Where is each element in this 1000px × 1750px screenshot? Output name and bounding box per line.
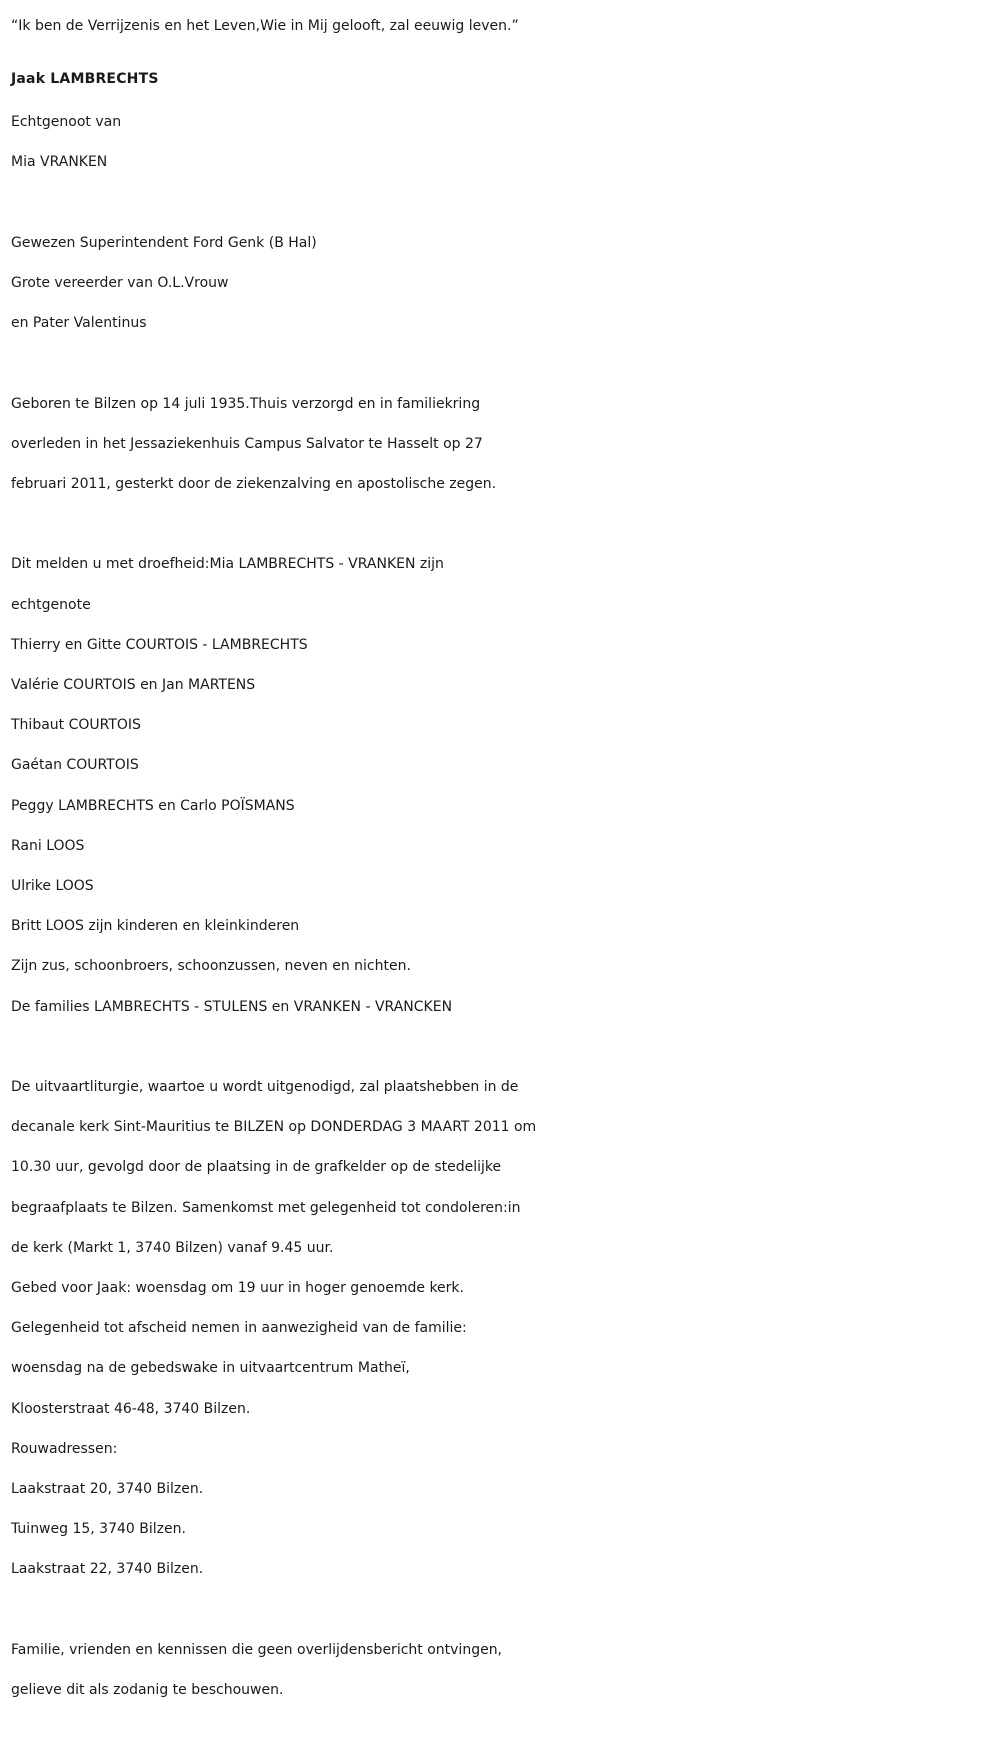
birth-death-line: februari 2011, gesterkt door de ziekenzalving en apostolische zegen. [11, 476, 497, 492]
family-line: Zijn zus, schoonbroers, schoonzussen, neven en nichten. [11, 958, 411, 975]
spacer [11, 343, 996, 383]
condolence-addresses-label: Rouwadressen: [11, 1440, 118, 1457]
role-line: Gewezen Superintendent Ford Genk (B Hal) [11, 234, 317, 251]
spacer [11, 504, 996, 544]
condolence-address: Laakstraat 22, 3740 Bilzen. [11, 1561, 204, 1578]
funeral-section [11, 1067, 996, 1590]
funeral-line: de kerk (Markt 1, 3740 Bilzen) vanaf 9.45 uur. [11, 1239, 334, 1256]
bible-quote: “Ik ben de Verrijzenis en het Leven,Wie in Mij gelooft, zal eeuwig leven.” [11, 18, 519, 34]
family-line: echtgenote [11, 596, 91, 613]
birth-death-line: Geboren te Bilzen op 14 juli 1935.Thuis verzorgd en in familiekring [11, 395, 481, 412]
funeral-line: decanale kerk Sint-Mauritius te BILZEN op DONDERDAG 3 MAART 2011 om [11, 1119, 537, 1136]
condolence-address: Tuinweg 15, 3740 Bilzen. [11, 1521, 186, 1538]
spacer [11, 183, 996, 223]
birth-death-section [11, 384, 996, 505]
funeral-line: De uitvaartliturgie, waartoe u wordt uitgenodigd, zal plaatshebben in de [11, 1079, 519, 1096]
role-line: en Pater Valentinus [11, 315, 147, 332]
family-line: Valérie COURTOIS en Jan MARTENS [11, 677, 256, 693]
family-line: Dit melden u met droefheid:Mia LAMBRECHTS - VRANKEN zijn [11, 556, 444, 573]
family-line: Gaétan COURTOIS [11, 757, 139, 774]
spacer [11, 1027, 996, 1067]
birth-death-line: overleden in het Jessaziekenhuis Campus Salvator te Hasselt op 27 [11, 435, 483, 452]
funeral-line: begraafplaats te Bilzen. Samenkomst met gelegenheid tot condoleren:in [11, 1199, 521, 1216]
deceased-name: Jaak LAMBRECHTS [11, 71, 159, 88]
family-line: Britt LOOS zijn kinderen en kleinkinderen [11, 918, 300, 935]
family-section [11, 544, 996, 1026]
spacer [11, 1590, 996, 1630]
roles-section [11, 223, 996, 344]
family-line: De families LAMBRECHTS - STULENS en VRANKEN - VRANCKEN [11, 998, 453, 1015]
funeral-line: 10.30 uur, gevolgd door de plaatsing in de grafkelder op de stedelijke [11, 1159, 502, 1176]
prayer-line: Gebed voor Jaak: woensdag om 19 uur in hoger genoemde kerk. [11, 1280, 464, 1297]
farewell-line: Gelegenheid tot afscheid nemen in aanwezigheid van de familie: [11, 1320, 467, 1337]
farewell-address: Kloosterstraat 46-48, 3740 Bilzen. [11, 1400, 251, 1417]
spouse-label: Echtgenoot van [11, 114, 122, 131]
spouse-section [11, 102, 996, 182]
family-line: Thierry en Gitte COURTOIS - LAMBRECHTS [11, 636, 308, 653]
role-line: Grote vereerder van O.L.Vrouw [11, 275, 229, 291]
family-line: Rani LOOS [11, 837, 85, 854]
family-line: Ulrike LOOS [11, 878, 94, 895]
family-line: Thibaut COURTOIS [11, 717, 141, 734]
farewell-line: woensdag na de gebedswake in uitvaartcentrum Matheï, [11, 1360, 410, 1377]
closing-line: gelieve dit als zodanig te beschouwen. [11, 1682, 284, 1699]
spouse-name: Mia VRANKEN [11, 154, 108, 171]
condolence-address: Laakstraat 20, 3740 Bilzen. [11, 1481, 204, 1498]
family-line: Peggy LAMBRECHTS en Carlo POÏSMANS [11, 797, 295, 814]
closing-section [11, 1630, 996, 1710]
closing-line: Familie, vrienden en kennissen die geen overlijdensbericht ontvingen, [11, 1641, 503, 1658]
